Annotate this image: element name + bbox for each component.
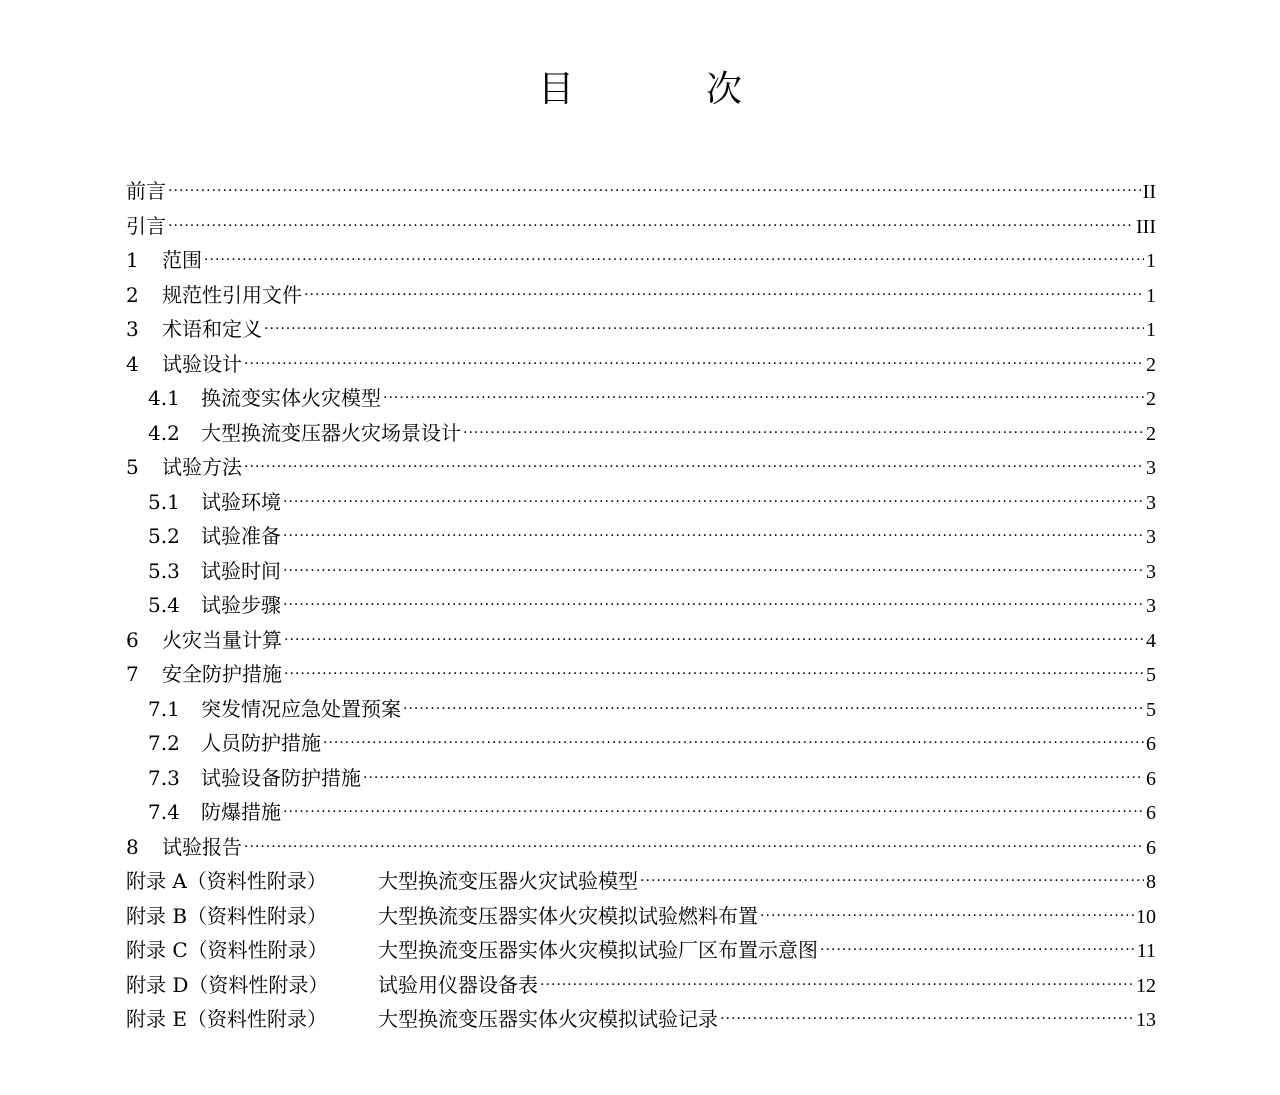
- toc-entry-title: 规范性引用文件: [162, 282, 302, 307]
- toc-entry-page: III: [1136, 215, 1156, 238]
- toc-entry-number: 6: [126, 627, 139, 652]
- toc-entry-number: 5.4: [148, 593, 180, 617]
- toc-appendix-label: 附录 B（资料性附录）: [126, 903, 328, 928]
- toc-entry-title: 试验准备: [201, 524, 281, 548]
- toc-entry[interactable]: [126, 830, 1156, 865]
- toc-entry[interactable]: [126, 243, 1156, 278]
- toc-entry-title: 防爆措施: [201, 800, 281, 824]
- toc-entry-page: 3: [1146, 457, 1156, 479]
- toc-appendix-title: 试验用仪器设备表: [378, 972, 538, 997]
- toc-dot-leader: [168, 213, 1134, 233]
- toc-entry-page: 3: [1146, 526, 1156, 548]
- toc-dot-leader: [168, 178, 1141, 198]
- toc-appendix-title: 大型换流变压器实体火灾模拟试验记录: [378, 1007, 718, 1031]
- toc-appendix-page: 11: [1136, 940, 1156, 962]
- toc-dot-leader: [323, 730, 1144, 750]
- toc-entry-number: 7.2: [148, 731, 180, 755]
- toc-entry[interactable]: [126, 692, 1156, 727]
- toc-entry-number: 5.1: [148, 489, 180, 514]
- toc-entry-title: 火灾当量计算: [162, 627, 282, 652]
- toc-appendix-label: 附录 D（资料性附录）: [126, 972, 329, 997]
- toc-entry-page: 6: [1146, 802, 1156, 824]
- toc-entry-title: 突发情况应急处置预案: [201, 696, 401, 721]
- toc-entry-page: 5: [1146, 664, 1156, 686]
- toc-entry-number: 2: [126, 282, 139, 307]
- toc-appendix-page: 10: [1136, 905, 1156, 928]
- toc-entry-number: 1: [126, 248, 139, 272]
- toc-dot-leader: [363, 765, 1144, 785]
- toc-entry[interactable]: [126, 381, 1156, 416]
- toc-entry-page: 6: [1146, 733, 1156, 755]
- toc-appendix-label: 附录 E（资料性附录）: [126, 1007, 327, 1031]
- toc-entry-page: 1: [1146, 250, 1156, 272]
- toc-entry[interactable]: [126, 554, 1156, 589]
- toc-entry-number: 4: [126, 351, 139, 376]
- toc-entry-title: 范围: [162, 248, 202, 272]
- toc-dot-leader: [244, 351, 1144, 371]
- toc-entry-number: 3: [126, 317, 139, 341]
- toc-entry[interactable]: [126, 519, 1156, 554]
- toc-entry-page: II: [1142, 181, 1156, 203]
- toc-entry-number: 7.3: [148, 765, 180, 790]
- toc-appendix-entry[interactable]: [126, 899, 1156, 934]
- toc-entry-page: 6: [1146, 836, 1156, 859]
- toc-dot-leader: [264, 316, 1144, 336]
- toc-dot-leader: [283, 799, 1144, 819]
- toc-entry-number: 4.1: [148, 386, 180, 410]
- toc-dot-leader: [283, 592, 1144, 612]
- toc-entry-number: 7.4: [148, 800, 180, 824]
- toc-entry-number: 7: [126, 662, 139, 686]
- toc-dot-leader: [640, 868, 1144, 888]
- toc-dot-leader: [204, 247, 1144, 267]
- toc-entry-title: 前言: [126, 179, 166, 203]
- toc-entry[interactable]: [126, 761, 1156, 796]
- toc-entry[interactable]: [126, 278, 1156, 313]
- toc-entry-title: 试验方法: [162, 455, 242, 479]
- toc-entry-page: 3: [1146, 491, 1156, 514]
- toc-entry-title: 换流变实体火灾模型: [201, 386, 381, 410]
- toc-entry-page: 3: [1146, 595, 1156, 617]
- toc-appendix-label: 附录 C（资料性附录）: [126, 938, 328, 962]
- toc-appendix-title: 大型换流变压器实体火灾模拟试验燃料布置: [378, 903, 758, 928]
- toc-appendix-page: 13: [1136, 1009, 1156, 1031]
- toc-dot-leader: [283, 489, 1144, 509]
- toc-entry-page: 2: [1146, 388, 1156, 410]
- toc-entry[interactable]: [126, 347, 1156, 382]
- toc-entry[interactable]: [126, 312, 1156, 347]
- toc-entry-page: 2: [1146, 422, 1156, 445]
- toc-dot-leader: [244, 454, 1144, 474]
- toc-entry-title: 人员防护措施: [201, 731, 321, 755]
- toc-entry-number: 5.2: [148, 524, 180, 548]
- toc-appendix-title: 大型换流变压器火灾试验模型: [378, 869, 638, 893]
- toc-entry-title: 试验时间: [201, 558, 281, 583]
- toc-entry-page: 1: [1146, 319, 1156, 341]
- toc-appendix-entry[interactable]: [126, 968, 1156, 1003]
- toc-dot-leader: [463, 420, 1144, 440]
- toc-entry-page: 2: [1146, 353, 1156, 376]
- toc-entry-page: 3: [1146, 560, 1156, 583]
- toc-appendix-title: 大型换流变压器实体火灾模拟试验厂区布置示意图: [378, 938, 818, 962]
- toc-entry-number: 4.2: [148, 420, 180, 445]
- toc-entry[interactable]: [126, 726, 1156, 761]
- page-title: 目 次: [537, 69, 790, 110]
- toc-entry-title: 试验设计: [162, 351, 242, 376]
- toc-dot-leader: [284, 627, 1144, 647]
- toc-entry-title: 试验步骤: [201, 593, 281, 617]
- toc-entry[interactable]: [126, 657, 1156, 692]
- toc-appendix-entry[interactable]: [126, 864, 1156, 899]
- toc-entry[interactable]: [126, 588, 1156, 623]
- toc-entry-number: 8: [126, 834, 139, 859]
- toc-dot-leader: [304, 282, 1144, 302]
- toc-appendix-entry[interactable]: [126, 933, 1156, 968]
- toc-dot-leader: [760, 903, 1134, 923]
- toc-entry-number: 5.3: [148, 558, 180, 583]
- toc-dot-leader: [283, 523, 1144, 543]
- toc-entry-page: 1: [1146, 284, 1156, 307]
- toc-entry-page: 6: [1146, 767, 1156, 790]
- table-of-contents: [126, 174, 1156, 1037]
- toc-entry-title: 术语和定义: [162, 317, 262, 341]
- toc-entry[interactable]: [126, 416, 1156, 451]
- toc-entry[interactable]: [126, 795, 1156, 830]
- toc-appendix-page: 8: [1146, 871, 1156, 893]
- toc-entry-title: 试验报告: [162, 834, 242, 859]
- toc-entry[interactable]: [126, 485, 1156, 520]
- toc-dot-leader: [244, 834, 1144, 854]
- toc-dot-leader: [720, 1006, 1134, 1026]
- toc-entry-page: 4: [1146, 629, 1156, 652]
- toc-dot-leader: [283, 558, 1144, 578]
- toc-entry[interactable]: [126, 623, 1156, 658]
- toc-entry-number: 7.1: [148, 696, 180, 721]
- toc-dot-leader: [403, 696, 1144, 716]
- toc-entry-title: 试验环境: [201, 489, 281, 514]
- toc-entry-title: 安全防护措施: [162, 662, 282, 686]
- toc-entry[interactable]: [126, 209, 1156, 244]
- toc-dot-leader: [540, 972, 1134, 992]
- toc-appendix-page: 12: [1136, 974, 1156, 997]
- toc-entry-number: 5: [126, 455, 139, 479]
- toc-appendix-label: 附录 A（资料性附录）: [126, 869, 327, 893]
- toc-dot-leader: [284, 661, 1144, 681]
- toc-dot-leader: [383, 385, 1144, 405]
- toc-entry-title: 引言: [126, 213, 166, 238]
- toc-entry-title: 试验设备防护措施: [201, 765, 361, 790]
- toc-entry-page: 5: [1146, 698, 1156, 721]
- toc-dot-leader: [820, 937, 1135, 957]
- toc-entry[interactable]: [126, 450, 1156, 485]
- toc-entry[interactable]: [126, 174, 1156, 209]
- toc-appendix-entry[interactable]: [126, 1002, 1156, 1037]
- toc-entry-title: 大型换流变压器火灾场景设计: [201, 420, 461, 445]
